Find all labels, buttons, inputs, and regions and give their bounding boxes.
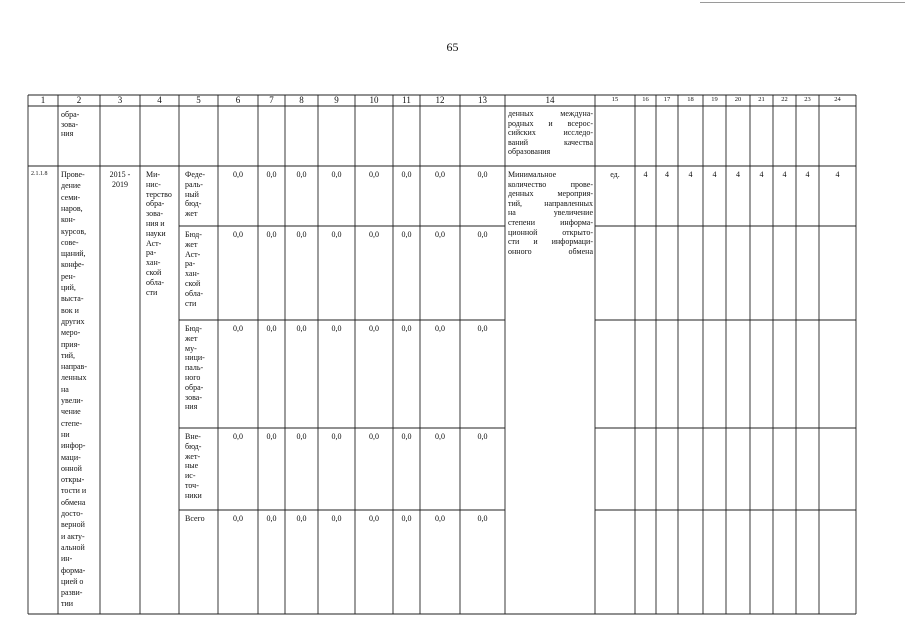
value-cell: 0,0 [435,324,445,333]
value-cell: 0,0 [233,170,243,179]
value-cell: 0,0 [296,170,307,179]
value-cell: 0,0 [331,230,342,239]
value-cell: 0,0 [477,432,488,441]
row-name-text: рен- [61,271,76,281]
value-cell: 0,0 [435,170,445,179]
row-name-text: досто- [61,509,83,518]
continuation-col2-text: зова- [61,119,78,129]
row-name-text: ни [61,429,70,439]
source-label: жет [185,209,198,219]
row-executor: ра- [146,248,157,258]
row-executor: зова- [146,209,163,219]
row-executor: обла- [146,277,165,287]
row-name-text: наров, [61,203,83,213]
target-value: 4 [805,170,810,179]
source-label: ния [185,402,198,412]
row-name-text: других [61,316,85,326]
row-executor: сти [146,287,158,297]
row-executor: Аст- [146,238,162,248]
row-name-text: кон- [61,215,76,225]
row-executor: Ми- [146,170,161,179]
target-value: 4 [736,170,740,179]
continuation-col14-text: денных междуна- [508,109,593,118]
row-name-text: тий, [61,350,76,360]
indicator-text: степени информа- [508,218,593,227]
value-cell: 0,0 [435,230,445,239]
row-name-text: увели- [61,396,84,405]
source-label: бюд- [185,441,202,451]
row-name-text: ленных [61,373,87,383]
column-header: 18 [687,96,694,103]
row-name-text: верной [61,520,85,530]
source-label: Всего [185,514,205,523]
value-cell: 0,0 [296,432,307,441]
column-header: 13 [478,95,487,105]
target-value: 4 [643,170,648,179]
value-cell: 0,0 [401,170,412,179]
row-name-text: цией о [61,576,84,586]
row-name-text: сове- [61,237,79,247]
row-name-text: разви- [61,588,83,598]
continuation-col2-text: ния [61,129,74,139]
indicator-text: онного обмена [508,246,593,256]
value-cell: 0,0 [477,324,488,333]
column-header: 17 [663,96,671,103]
source-label: Бюд- [185,230,202,239]
value-cell: 0,0 [331,170,342,179]
target-value: 4 [712,170,717,179]
value-cell: 0,0 [477,170,488,179]
source-label: му- [185,343,197,353]
source-label: Аст- [185,249,201,259]
row-name-text: тости и [61,486,87,496]
row-name-text: конфе- [61,260,85,270]
value-cell: 0,0 [296,230,307,239]
source-label: ници- [185,353,205,363]
row-name-text: откры- [61,475,85,485]
column-header: 8 [299,95,304,105]
column-header: 24 [834,96,841,103]
value-cell: 0,0 [266,170,277,179]
row-name-text: форма- [61,565,86,575]
target-value: 4 [782,170,787,179]
value-cell: 0,0 [477,514,488,523]
row-executor: науки [146,228,166,238]
column-header: 3 [117,95,123,105]
row-period: 2015 - [109,170,131,179]
target-value: 4 [835,170,840,179]
continuation-col14-text: образования [508,147,551,157]
row-executor: ния и [146,219,165,228]
source-label: зова- [185,392,202,402]
value-cell: 0,0 [435,514,445,523]
row-name-text: чение [61,407,81,417]
source-label: жет [185,333,198,343]
row-executor: ской [146,268,162,277]
value-cell: 0,0 [369,170,379,179]
value-cell: 0,0 [266,324,277,333]
column-header: 11 [402,95,411,105]
row-name-text: обмена [61,497,86,507]
value-cell: 0,0 [233,514,243,523]
continuation-col14-text: ваний качества [508,137,593,147]
row-name-text: ций, [61,283,76,292]
source-label: Вне- [185,432,201,441]
value-cell: 0,0 [266,432,277,441]
row-name-text: меро- [61,328,81,338]
column-header: 9 [334,95,339,105]
source-label: ного [185,373,201,382]
row-executor: нис- [146,179,161,189]
row-executor: терство [146,189,172,199]
column-header: 2 [76,95,82,105]
indicator-text: ционной открыто- [508,227,593,237]
value-cell: 0,0 [331,514,342,523]
value-cell: 0,0 [477,230,488,239]
target-value: 4 [665,170,669,179]
source-label: раль- [185,179,203,189]
value-cell: 0,0 [401,230,412,239]
row-name-text: онной [61,463,82,473]
row-name-text: степе- [61,418,83,428]
unit-cell: ед. [610,170,620,179]
column-header: 5 [196,95,201,105]
source-label: ской [185,279,201,288]
value-cell: 0,0 [369,514,379,523]
source-label: ис- [185,471,196,481]
value-cell: 0,0 [331,324,342,333]
source-label: Бюд- [185,324,202,333]
value-cell: 0,0 [369,432,379,441]
continuation-col2-text: обра- [61,110,80,119]
row-name-text: выста- [61,294,84,304]
row-code: 2.1.1.8 [31,171,48,177]
indicator-text: тий, направленных [508,198,593,208]
indicator-text: денных мероприя- [508,189,593,199]
value-cell: 0,0 [233,230,243,239]
source-label: хан- [185,269,200,279]
source-label: обла- [185,288,204,298]
page-number: 65 [446,40,459,54]
value-cell: 0,0 [401,432,412,441]
indicator-text: сти и информаци- [508,237,593,247]
source-label: жет- [185,451,201,461]
row-name-text: Прове- [61,170,85,179]
value-cell: 0,0 [369,230,379,239]
column-header: 16 [642,96,649,103]
source-label: жет [185,239,198,249]
indicator-text: на увеличение [508,208,593,218]
row-name-text: дение [61,181,81,191]
row-name-text: альной [61,542,85,552]
value-cell: 0,0 [266,514,277,523]
target-value: 4 [759,170,764,179]
column-header: 21 [758,96,765,103]
column-header: 22 [781,96,788,103]
column-header: 6 [235,95,241,105]
value-cell: 0,0 [401,324,412,333]
row-name-text: вок и [61,305,79,315]
row-executor: хан- [146,258,161,268]
indicator-text: Минимальное [508,170,557,179]
source-label: ный [185,189,199,199]
value-cell: 0,0 [233,432,243,441]
row-name-text: на [61,384,69,394]
column-header: 1 [40,95,46,105]
row-executor: обра- [146,199,165,209]
value-cell: 0,0 [331,432,342,441]
target-value: 4 [688,170,693,179]
column-header: 14 [545,95,555,105]
continuation-col14-text: сийских исследо- [508,128,593,138]
row-period: 2019 [112,179,128,189]
row-name-text: ин- [61,554,73,564]
row-name-text: тии [61,599,74,609]
value-cell: 0,0 [401,514,412,523]
value-cell: 0,0 [435,432,445,441]
source-label: паль- [185,363,204,373]
column-header: 19 [711,96,718,103]
column-header: 7 [269,95,274,105]
value-cell: 0,0 [369,324,379,333]
row-name-text: курсов, [61,226,87,236]
row-name-text: и акту- [61,531,85,541]
row-name-text: инфор- [61,441,86,451]
value-cell: 0,0 [233,324,243,333]
source-label: точ- [185,481,199,490]
value-cell: 0,0 [266,230,277,239]
row-name-text: маци- [61,452,81,462]
source-label: ра- [185,259,196,269]
continuation-col14-text: родных и всерос- [508,118,593,128]
column-header: 10 [369,95,379,105]
column-header: 4 [157,95,162,105]
column-header: 23 [804,96,811,103]
indicator-text: количество прове- [508,179,593,189]
source-label: ники [185,490,202,500]
source-label: сти [185,298,197,308]
column-header: 15 [611,96,619,103]
value-cell: 0,0 [296,324,307,333]
row-name-text: щаний, [61,249,86,259]
source-label: ные [185,461,199,471]
row-name-text: прия- [61,339,80,349]
row-name-text: направ- [61,362,87,372]
column-header: 12 [435,95,445,105]
source-label: бюд- [185,199,202,209]
source-label: обра- [185,382,204,392]
source-label: Феде- [185,170,206,179]
row-name-text: семи- [61,192,81,202]
column-header: 20 [734,96,742,103]
value-cell: 0,0 [296,514,307,523]
